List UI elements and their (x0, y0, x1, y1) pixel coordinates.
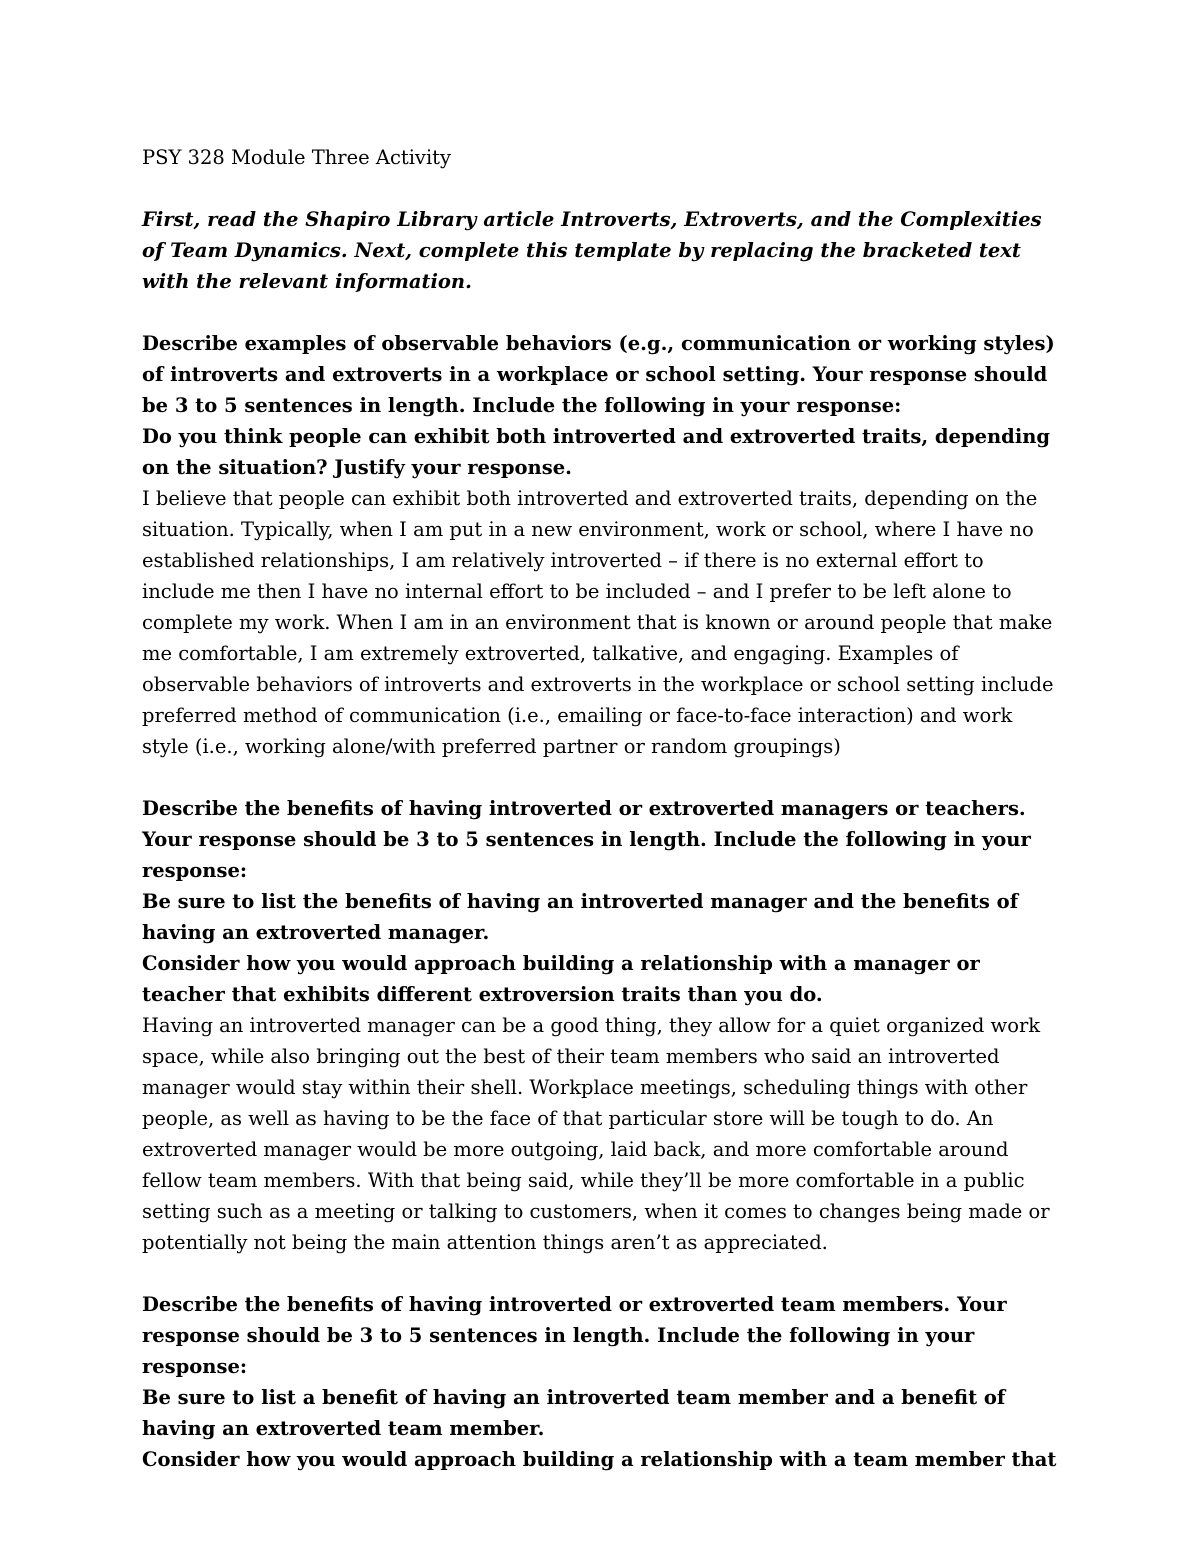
section-3-subprompt-1: Be sure to list a benefit of having an introverted team member and a benefit of having an extroverted team member. (142, 1386, 1006, 1440)
section-3-subprompt-2: Consider how you would approach building a relationship with a team member that (142, 1448, 1057, 1471)
section-2-prompt: Describe the benefits of having introverted or extroverted managers or teachers. Your response should be 3 to 5 sentences in length. Include the following in your response: (142, 797, 1031, 882)
section-2-subprompt-2: Consider how you would approach building a relationship with a manager or teacher that exhibits different extroversion traits than you do. (142, 952, 980, 1006)
instructions-text: First, read the Shapiro Library article Introverts, Extroverts, and the Complexities of Team Dynamics. Next, complete this template by replacing the bracketed text with the relevant information. (142, 208, 1042, 293)
section-1-prompt: Describe examples of observable behaviors (e.g., communication or working styles) of introverts and extroverts in a workplace or school setting. Your response should be 3 to 5 sentences in length. Include the following in your response: (142, 332, 1055, 417)
section-1-subprompt-1: Do you think people can exhibit both introverted and extroverted traits, depending on the situation? Justify your response. (142, 425, 1051, 479)
section-1-answer: I believe that people can exhibit both introverted and extroverted traits, depending on the situation. Typically, when I am put in a new environment, work or school, where I have no established relationships, I am relatively introverted – if there is no external effort to include me then I have no internal effort to be included – and I prefer to be left alone to complete my work. When I am in an environment that is known or around people that make me comfortable, I am extremely extroverted, talkative, and engaging. Examples of observable behaviors of introverts and extroverts in the workplace or school setting include preferred method of communication (i.e., emailing or face-to-face interaction) and work style (i.e., working alone/with preferred partner or random groupings) (142, 487, 1054, 758)
document-title: PSY 328 Module Three Activity (142, 146, 452, 169)
document-page (142, 142, 1060, 1475)
section-2-answer: Having an introverted manager can be a good thing, they allow for a quiet organized work space, while also bringing out the best of their team members who said an introverted manager would stay within their shell. Workplace meetings, scheduling things with other people, as well as having to be the face of that particular store will be tough to do. An extroverted manager would be more outgoing, laid back, and more comfortable around fellow team members. With that being said, while they’ll be more comfortable in a public setting such as a meeting or talking to customers, when it comes to changes being made or potentially not being the main attention things aren’t as appreciated. (142, 1014, 1050, 1254)
section-3-prompt: Describe the benefits of having introverted or extroverted team members. Your response should be 3 to 5 sentences in length. Include the following in your response: (142, 1293, 1007, 1378)
section-2-subprompt-1: Be sure to list the benefits of having an introverted manager and the benefits of having an extroverted manager. (142, 890, 1019, 944)
